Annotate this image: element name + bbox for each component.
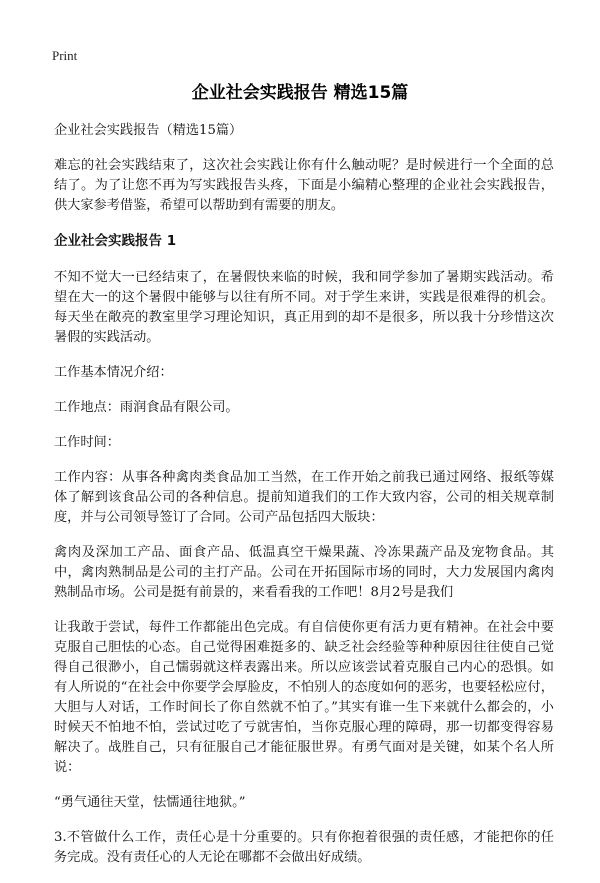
body-paragraph: 工作时间： <box>54 435 120 450</box>
print-link[interactable]: Print <box>52 48 78 63</box>
intro-paragraph: 难忘的社会实践结束了，这次社会实践让你有什么触动呢？是时候进行一个全面的总结了。为了让您不再为写实践报告头疼，下面是小编精心整理的企业社会实践报告，供大家参考借鉴，希望可以帮助到有需要的朋友。 <box>54 158 554 213</box>
body-paragraph: 工作基本情况介绍： <box>54 365 173 380</box>
body-paragraph: 3.不管做什么工作，责任心是十分重要的。只有你抱着很强的责任感，才能把你的任务完成。没有责任心的人无论在哪都不会做出好成绩。 <box>54 830 554 865</box>
document-subtitle: 企业社会实践报告（精选15篇） <box>54 123 243 138</box>
document-title: 企业社会实践报告 精选15篇 <box>191 83 409 103</box>
body-paragraph: 工作地点：雨润食品有限公司。 <box>54 400 239 415</box>
document-body <box>54 121 554 883</box>
section-heading: 企业社会实践报告 1 <box>54 233 177 249</box>
body-paragraph: 工作内容：从事各种禽肉类食品加工当然，在工作开始之前我已通过网络、报纸等媒体了解到该食品公司的各种信息。提前知道我们的工作大致内容，公司的相关规章制度，并与公司领导签订了合同。公司产品包括四大版块： <box>54 470 554 525</box>
body-paragraph: 禽肉及深加工产品、面食产品、低温真空干燥果蔬、冷冻果蔬产品及宠物食品。其中，禽肉熟制品是公司的主打产品。公司在开拓国际市场的同时，大力发展国内禽肉熟制品市场。公司是挺有前景的，来看看我的工作吧！8月2号是我们 <box>54 545 554 600</box>
quote-paragraph: “勇气通往天堂，怯懦通往地狱。” <box>54 795 246 810</box>
body-paragraph: 让我敢于尝试，每件工作都能出色完成。有自信使你更有活力更有精神。在社会中要克服自己胆怯的心态。自己觉得困难挺多的、缺乏社会经验等种种原因往往使自己觉得自己很渺小，自己懦弱就这样表露出来。所以应该尝试着克服自己内心的恐惧。如有人所说的“在社会中你要学会厚脸皮，不怕别人的态度如何的恶劣，也要轻松应付，大胆与人对话，工作时间长了你自然就不怕了。”其实有谁一生下来就什么都会的，小时候天不怕地不怕，尝试过吃了亏就害怕，当你克服心理的障碍，那一切都变得容易解决了。战胜自己，只有征服自己才能征服世界。有勇气面对是关键，如某个名人所说： <box>54 620 554 775</box>
body-paragraph: 不知不觉大一已经结束了，在暑假快来临的时候，我和同学参加了暑期实践活动。希望在大一的这个暑假中能够与以往有所不同。对于学生来讲，实践是很难得的机会。每天坐在敞亮的教室里学习理论知识，真正用到的却不是很多，所以我十分珍惜这次暑假的实践活动。 <box>54 270 554 345</box>
